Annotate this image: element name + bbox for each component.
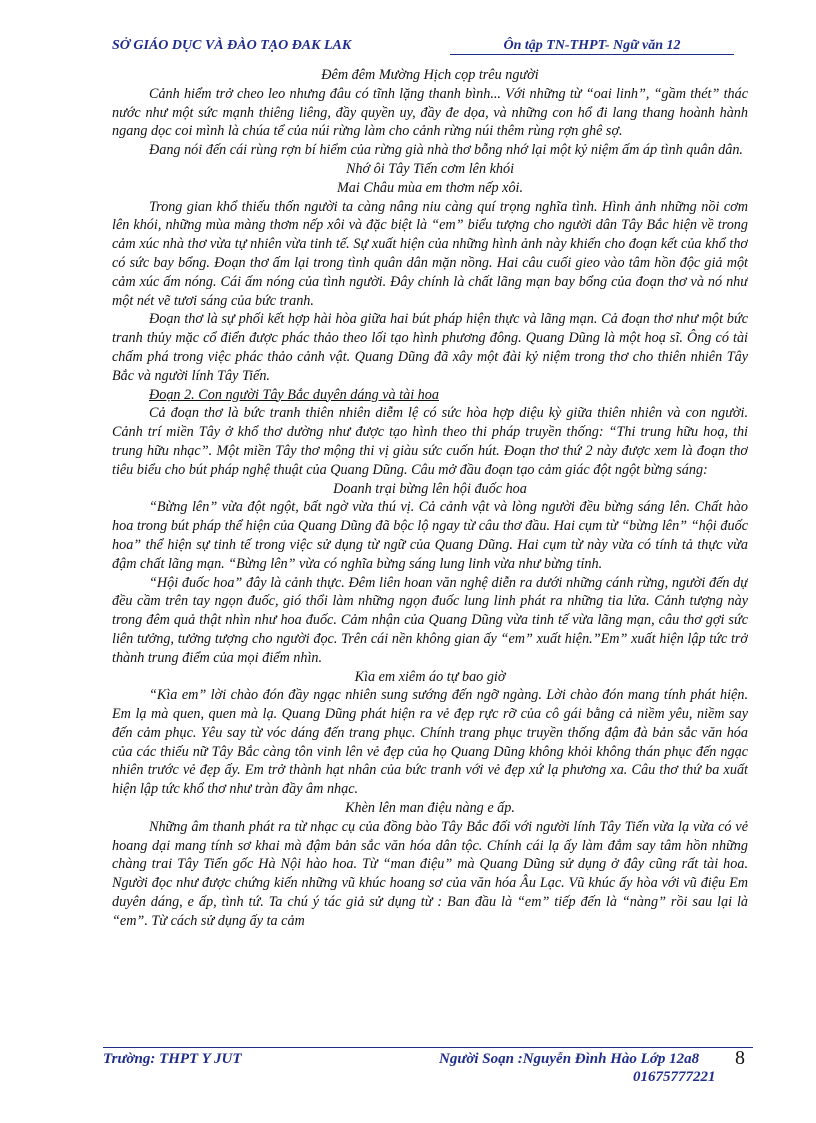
footer-author: Người Soạn :Nguyễn Đình Hào Lớp 12a8 — [439, 1051, 700, 1067]
verse-line: Mai Châu mùa em thơm nếp xôi. — [336, 179, 524, 196]
page-number: 8 — [735, 1047, 745, 1069]
footer-school: Trường: THPT Y JUT — [103, 1051, 242, 1067]
body-paragraph: “Hội đuốc hoa” đây là cảnh thực. Đêm liên hoan văn nghệ diễn ra dưới những cánh rừng, người đến dự đều cầm trên tay ngọn đuốc, gió thổi làm những ngọn đuốc lung linh phát ra những tia lửa. Cảnh tượng này trong đêm quả thật nhìn như hoa đuốc. Cảm nhận của Quang Dũng vừa tinh tế vừa lãng mạn, câu thơ gợi sức liên tưởng, tưởng tượng cho người đọc. Trên cái nền không gian ấy “em” xuất hiện.”Em” xuất hiện lập tức trở thành trung điểm của mọi điểm nhìn. — [112, 574, 748, 666]
body-paragraph: Đang nói đến cái rùng rợn bí hiểm của rừng già nhà thơ bỗng nhớ lại một kỷ niệm ấm áp tình quân dân. — [149, 142, 743, 159]
section-heading: Đoạn 2. Con người Tây Bắc duyên dáng và tài hoa — [149, 386, 439, 403]
body-paragraph: Cả đoạn thơ là bức tranh thiên nhiên diễm lệ có sức hòa hợp diệu kỳ giữa thiên nhiên và con người. Cảnh trí miền Tây ở khổ thơ dường như được tạo hình theo thi pháp truyền thống: “Thi trung hữu hoạ, thi trung hữu nhạc”. Một miền Tây thơ mộng thi vị giàu sức cuốn hút. Đoạn thơ thứ 2 này được xem là đoạn thơ tiêu biểu cho bút pháp nghệ thuật của Quang Dũng. Câu mở đầu đoạn tạo cảm giác đột ngột bừng sáng: — [112, 405, 748, 478]
header-subject: Ôn tập TN-THPT- Ngữ văn 12 — [450, 38, 734, 55]
page-footer — [103, 1047, 753, 1092]
page-header — [112, 38, 734, 58]
verse-line: Khèn lên man điệu nàng e ấp. — [345, 800, 515, 817]
header-department: SỞ GIÁO DỤC VÀ ĐÀO TẠO ĐAK LAK — [112, 38, 352, 53]
body-paragraph: “Kìa em” lời chào đón đầy ngạc nhiên sung sướng đến ngỡ ngàng. Lời chào đón mang tính phát hiện. Em lạ mà quen, quen mà lạ. Quang Dũng phát hiện ra vẻ đẹp rực rỡ của cô gái bằng cả niềm yêu, niềm say đến cảm phục. Yêu say từ vóc dáng đến trang phục. Chính trang phục truyền thống đậm đà bản sắc văn hóa của các thiếu nữ Tây Bắc càng tôn vinh lên vẻ đẹp của họ Quang Dũng không khỏi không thán phục đến ngạc nhiên trước vẻ đẹp ấy. Em trở thành hạt nhân của bức tranh với vẻ đẹp xứ lạ phương xa. Câu thơ thứ ba xuất hiện lập tức khổ thơ như tràn đầy âm nhạc. — [112, 687, 748, 798]
body-paragraph: Những âm thanh phát ra từ nhạc cụ của đồng bào Tây Bắc đối với người lính Tây Tiến vừa lạ vừa có vẻ hoang dại mang tính sơ khai mà đậm bản sắc văn hóa dân tộc. Chính cái lạ ấy làm đắm say tâm hồn những chàng trai Tây Tiến gốc Hà Nội hào hoa. Từ “man điệu” mà Quang Dũng sử dụng ở đây cũng rất tài hoa. Người đọc như được chứng kiến những vũ khúc hoang sơ của văn hóa Âu Lạc. Vũ khúc ấy hòa với vũ điệu Em duyên dáng, e ấp, tình tứ. Ta chú ý tác giả sử dụng từ : Ban đầu là “em” tiếp đến là “nàng” rồi sau lại là “em”. Từ cách sử dụng ấy ta cảm — [112, 818, 748, 929]
footer-rule — [103, 1047, 753, 1048]
verse-line: Đêm đêm Mường Hịch cọp trêu người — [321, 67, 539, 83]
footer-phone: 01675777221 — [633, 1069, 716, 1085]
body-paragraph: Cảnh hiểm trở cheo leo nhưng đâu có tĩnh lặng thanh bình... Với những từ “oai linh”, “gầm thét” thác nước như một sức mạnh thiêng liêng, đầy quyền uy, đầy đe dọa, và những con hổ đi lang thang hoành hành ngang dọc coi mình là chúa tể của núi rừng làm cho cảnh rừng núi thêm rùng rợn ghê sợ. — [112, 85, 748, 140]
body-paragraph: “Bừng lên” vừa đột ngột, bất ngờ vừa thú vị. Cả cảnh vật và lòng người đều bừng sáng lên. Chất hào hoa trong bút pháp thể hiện của Quang Dũng đã bộc lộ ngay từ câu thơ đầu. Hai cụm từ “bừng lên” “hội đuốc hoa” thể hiện sự tinh tế trong việc sử dụng từ ngữ của Quang Dũng. Hai cụm từ này vừa có tính tả thực vừa đậm chất lãng mạn. “Bừng lên” vừa có nghĩa bừng sáng lung linh vừa như bừng tỉnh. — [112, 499, 748, 572]
verse-line: Nhớ ôi Tây Tiến cơm lên khói — [345, 160, 515, 177]
verse-line: Kìa em xiêm áo tự bao giờ — [354, 668, 506, 685]
verse-line: Doanh trại bừng lên hội đuốc hoa — [333, 480, 527, 497]
body-paragraph: Đoạn thơ là sự phối kết hợp hài hòa giữa hai bút pháp hiện thực và lãng mạn. Cả đoạn thơ như một bức tranh thủy mặc cổ điển được phác thảo theo lối tạo hình phương đông. Quang Dũng là một hoạ sĩ. Ông có tài chấm phá trong việc phác thảo cảnh vật. Quang Dũng đã xây một đài kỷ niệm trong thơ cho thiên nhiên Tây Bắc và người lính Tây Tiến. — [112, 311, 748, 384]
document-body — [112, 66, 748, 1044]
body-paragraph: Trong gian khổ thiếu thốn người ta càng nâng niu càng quí trọng nghĩa tình. Hình ảnh những nồi cơm lên khói, những mùa màng thơm nếp xôi và đặc biệt là “em” biểu tượng cho người dân Tây Bắc hiện về trong cảm xúc nhà thơ vừa tự nhiên vừa tinh tế. Sự xuất hiện của những hình ảnh này khiến cho đoạn kết của khổ thơ có sức bay bổng. Đoạn thơ ấm lại trong tình quân dân mặn nồng. Hai câu cuối gieo vào tâm hồn độc giả một cảm xúc ấm nóng. Cái ấm nóng của tình người. Đây chính là chất lãng mạn bay bổng của đoạn thơ và nó như một nét vẽ tươi sáng của bức tranh. — [112, 198, 748, 309]
